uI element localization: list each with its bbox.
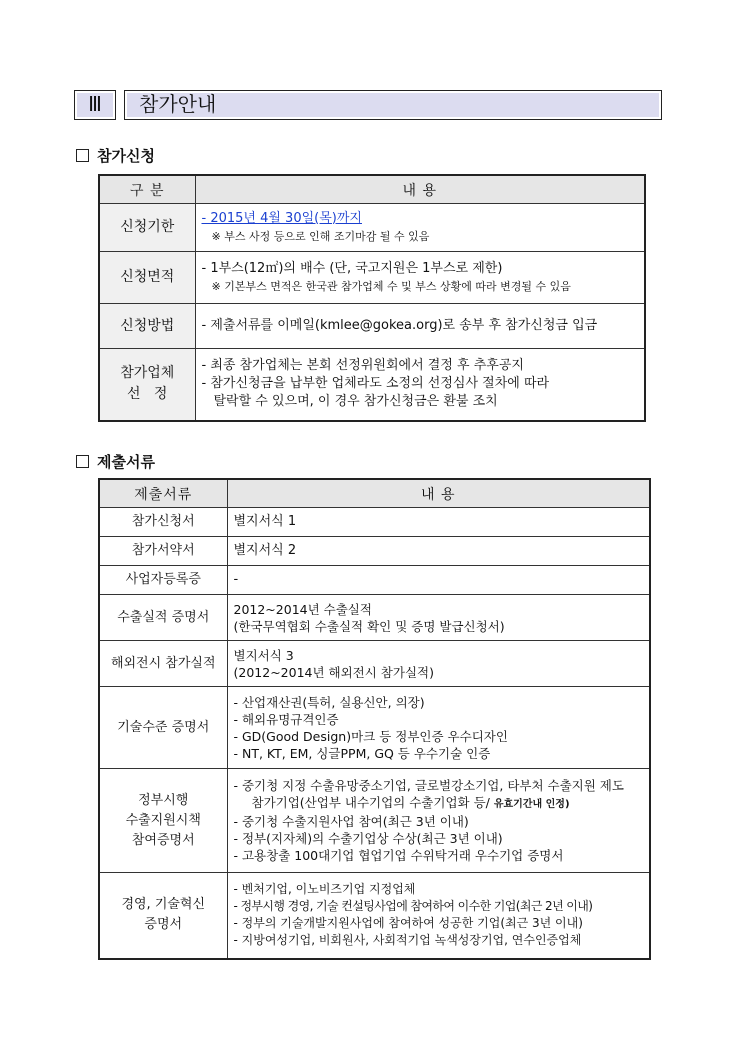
docs-table (98, 478, 651, 960)
table-row (99, 641, 650, 687)
row-label (99, 349, 195, 421)
deadline-note: ※ 부스 사정 등으로 인해 조기마감 될 수 있음 (211, 229, 430, 243)
gov-label-2: 수출지원시책 (125, 812, 201, 828)
row-content (227, 641, 650, 687)
table-row (99, 304, 645, 349)
innov-label-1: 경영, 기술혁신 (121, 897, 206, 913)
section-title: 참가안내 (124, 90, 662, 120)
row-label: 신청면적 (99, 252, 195, 304)
gov-line-2-note: 유효기간내 인정) (493, 799, 570, 810)
row-label: 사업자등록증 (99, 566, 227, 595)
innov-line-2: - 정부시행 경영, 기술 컨설팅사업에 참여하여 이수한 기업(최근 2년 이내) (233, 899, 593, 914)
square-bullet-icon (76, 455, 89, 468)
apply-heading (76, 145, 155, 166)
header-content: 내 용 (195, 175, 645, 204)
section-number: Ⅲ (74, 90, 116, 120)
row-content (195, 204, 645, 252)
innov-line-1: - 벤처기업, 이노비즈기업 지정업체 (233, 882, 416, 897)
gov-line-5: - 고용창출 100대기업 협업기업 수위탁거래 우수기업 증명서 (233, 848, 564, 863)
row-content (227, 595, 650, 641)
innov-line-4: - 지방여성기업, 비회원사, 사회적기업 녹색성장기업, 연수인증업체 (233, 933, 582, 948)
row-line: (2012~2014년 해외전시 참가실적) (233, 664, 434, 680)
row-line: - GD(Good Design)마크 등 정부인증 우수디자인 (233, 728, 508, 744)
row-content (227, 687, 650, 769)
row-label (99, 873, 227, 959)
table-row (99, 769, 650, 873)
row-content: 별지서식 1 (227, 508, 650, 537)
gov-line-2 (234, 794, 644, 813)
row-content: - 제출서류를 이메일(kmlee@gokea.org)로 송부 후 참가신청금 입금 (195, 304, 645, 349)
selection-line-3: 탈락할 수 있으며, 이 경우 참가신청금은 환불 조치 (213, 394, 498, 410)
selection-line-1: - 최종 참가업체는 본회 선정위원회에서 결정 후 추후공지 (201, 358, 524, 374)
table-row (99, 873, 650, 959)
header-doc: 제출서류 (99, 479, 227, 508)
gov-label-1: 정부시행 (138, 792, 189, 808)
apply-heading-text: 참가신청 (97, 147, 155, 165)
row-line: (한국무역협회 수출실적 확인 및 증명 발급신청서) (233, 618, 505, 634)
docs-heading (76, 451, 155, 472)
gov-line-1: - 중기청 지정 수출유망중소기업, 글로벌강소기업, 타부처 수출지원 제도 (233, 778, 624, 793)
row-content (195, 252, 645, 304)
table-row (99, 566, 650, 595)
gov-label-3: 참여증명서 (131, 832, 195, 848)
table-header-row (99, 175, 645, 204)
row-label: 참가신청서 (99, 508, 227, 537)
row-label: 신청방법 (99, 304, 195, 349)
table-row (99, 687, 650, 769)
table-row (99, 204, 645, 252)
row-label: 해외전시 참가실적 (99, 641, 227, 687)
square-bullet-icon (76, 149, 89, 162)
row-line: 2012~2014년 수출실적 (233, 601, 372, 617)
header-content: 내 용 (227, 479, 650, 508)
selection-label-2: 선 정 (127, 386, 168, 403)
apply-table (98, 174, 646, 422)
row-line: - NT, KT, EM, 싱글PPM, GQ 등 우수기술 인증 (233, 745, 491, 761)
table-row (99, 595, 650, 641)
docs-heading-text: 제출서류 (97, 453, 155, 471)
table-header-row (99, 479, 650, 508)
row-label: 신청기한 (99, 204, 195, 252)
table-row (99, 349, 645, 421)
row-line: 별지서식 3 (233, 647, 294, 663)
selection-label-1: 참가업체 (120, 365, 175, 382)
row-content: 별지서식 2 (227, 537, 650, 566)
gov-line-2-text: 참가기업(산업부 내수기업의 수출기업화 등/ (251, 795, 494, 810)
header-category: 구 분 (99, 175, 195, 204)
row-content (227, 873, 650, 959)
area-value: - 1부스(12㎡)의 배수 (단, 국고지원은 1부스로 제한) (201, 260, 503, 276)
row-label: 참가서약서 (99, 537, 227, 566)
area-note: ※ 기본부스 면적은 한국관 참가업체 수 및 부스 상황에 따라 변경될 수 있음 (211, 279, 571, 293)
table-row (99, 508, 650, 537)
row-label: 기술수준 증명서 (99, 687, 227, 769)
deadline-value: - 2015년 4월 30일(목)까지 (201, 210, 362, 226)
row-content: - (227, 566, 650, 595)
gov-line-4: - 정부(지자체)의 수출기업상 수상(최근 3년 이내) (233, 831, 503, 846)
row-line: - 해외유명규격인증 (233, 711, 339, 727)
innov-line-3: - 정부의 기술개발지원사업에 참여하여 성공한 기업(최근 3년 이내) (233, 916, 583, 931)
selection-line-2: - 참가신청금을 납부한 업체라도 소정의 선정심사 절차에 따라 (201, 376, 550, 392)
row-content (227, 769, 650, 873)
table-row (99, 252, 645, 304)
row-label: 수출실적 증명서 (99, 595, 227, 641)
row-content (195, 349, 645, 421)
innov-label-2: 증명서 (144, 917, 183, 933)
row-label (99, 769, 227, 873)
table-row (99, 537, 650, 566)
gov-line-3: - 중기청 수출지원사업 참여(최근 3년 이내) (233, 814, 469, 829)
row-line: - 산업재산권(특허, 실용신안, 의장) (233, 694, 425, 710)
